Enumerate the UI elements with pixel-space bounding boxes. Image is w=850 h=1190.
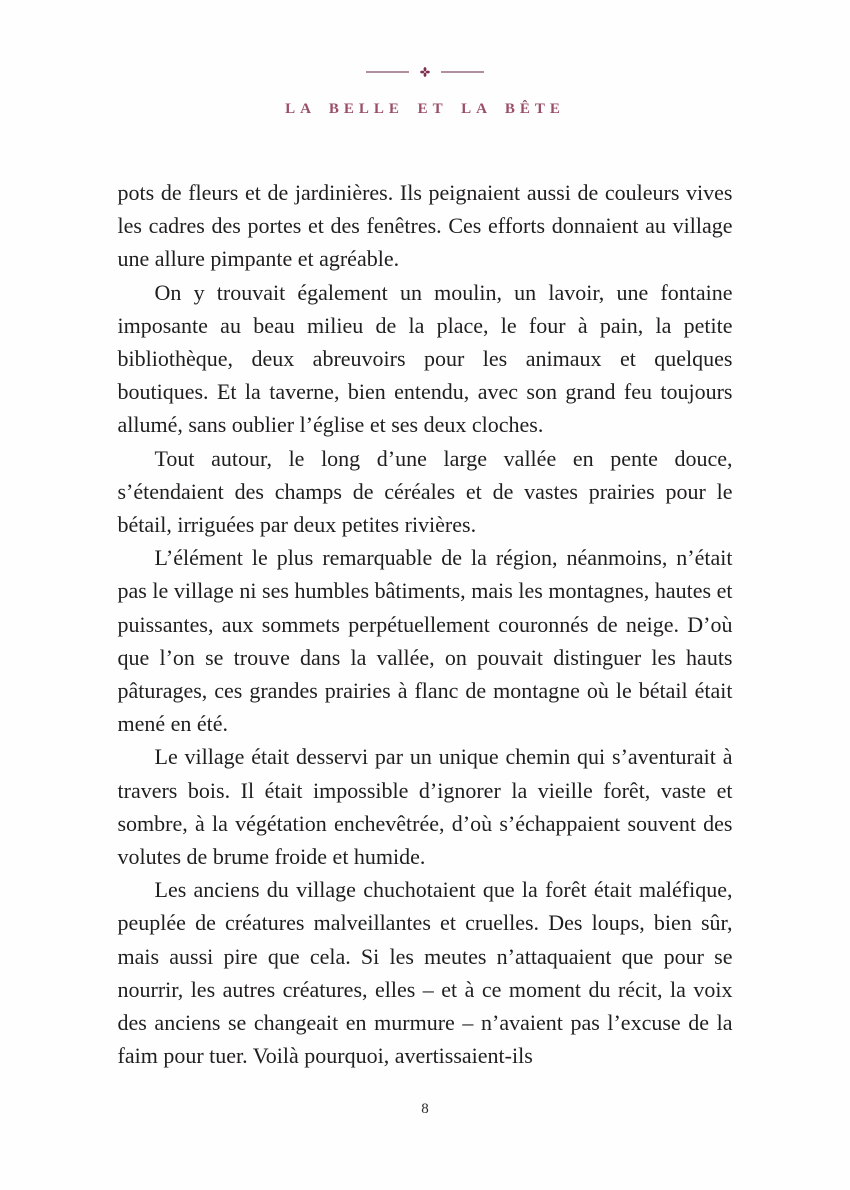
ornament-rule-left: [366, 71, 409, 73]
ornament-rule-right: [441, 71, 484, 73]
paragraph-6: Les anciens du village chuchotaient que la forêt était maléfique, peuplée de créatures malveillantes et cruelles. Des loups, bien sûr, mais aussi pire que cela. Si les meutes n’attaquaient que pour se nourrir, les autres créatures, elles – et à ce moment du récit, la voix des anciens se changeait en murmure – n’avaient pas l’excuse de la faim pour tuer. Voilà pourquoi, avertissaient-ils: [117, 877, 733, 1069]
quatrefoil-flower-icon: [420, 67, 430, 77]
header-ornament: [0, 67, 850, 77]
paragraph-5: Le village était desservi par un unique chemin qui s’aventurait à travers bois. Il était impossible d’ignorer la vieille forêt, vaste et sombre, à la végétation enchevêtrée, d’où s’échappaient souvent des volutes de brume froide et humide.: [117, 744, 733, 870]
page-footer: [0, 1100, 850, 1118]
paragraph-3: Tout autour, le long d’une large vallée en pente douce, s’étendaient des champs de céréales et de vastes prairies pour le bétail, irriguées par deux petites rivières.: [117, 445, 733, 538]
body-text: [118, 176, 733, 1072]
paragraph-4: L’élément le plus remarquable de la région, néanmoins, n’était pas le village ni ses humbles bâtiments, mais les montagnes, hautes et puissantes, aux sommets perpétuellement couronnés de neige. D’où que l’on se trouve dans la vallée, on pouvait distinguer les hauts pâturages, ces grandes prairies à flanc de montagne où le bétail était mené en été.: [117, 545, 733, 737]
paragraph-1: pots de fleurs et de jardinières. Ils peignaient aussi de couleurs vives les cadres des portes et des fenêtres. Ces efforts donnaient au village une allure pimpante et agréable.: [117, 180, 733, 272]
book-title: LA BELLE ET LA BÊTE: [285, 101, 565, 117]
paragraph-2: On y trouvait également un moulin, un lavoir, une fontaine imposante au beau milieu de la place, le four à pain, la petite bibliothèque, deux abreuvoirs pour les animaux et quelques boutiques. Et la taverne, bien entendu, avec son grand feu toujours allumé, sans oublier l’église et ses deux cloches.: [117, 279, 733, 438]
page-number: 8: [421, 1101, 429, 1117]
page-header: [0, 0, 850, 118]
